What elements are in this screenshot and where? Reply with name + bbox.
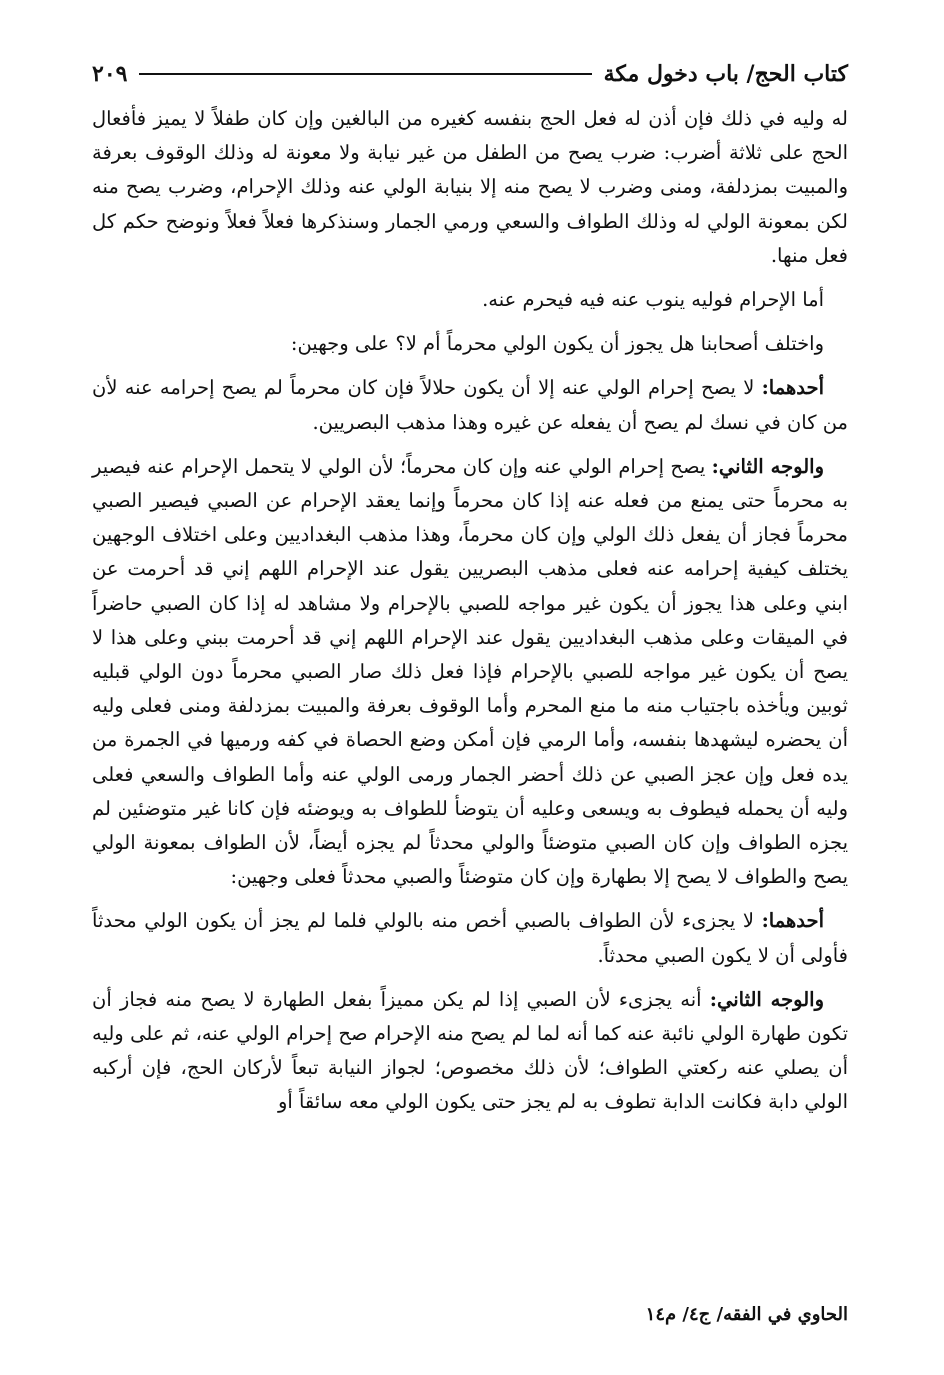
paragraph-text: واختلف أصحابنا هل يجوز أن يكون الولي محرماً أم لا؟ على وجهين: (290, 332, 824, 356)
page-header (92, 52, 848, 96)
header-rule (139, 73, 591, 75)
paragraph-text: أما الإحرام فوليه ينوب عنه فيه فيحرم عنه. (482, 288, 824, 312)
book-page (92, 52, 848, 1342)
paragraph-4 (92, 371, 848, 439)
paragraph-2 (92, 283, 848, 317)
paragraph-text: أنه يجزىء لأن الصبي إذا لم يكن مميزاً بفعل الطهارة لا يصح منه فجاز أن تكون طهارة الولي نائبة عنه كما أنه لما لم يصح منه الإحرام صح إحرام الولي عنه، ثم على وليه أن يصلي عنه ركعتي الطواف؛ لأن ذلك مخصوص؛ لجواز النيابة تبعاً لأركان الحج، فإن أركبه الولي دابة فكانت الدابة تطوف به لم يجز حتى يكون الولي معه سائقاً أو (92, 987, 848, 1114)
paragraph-text: له وليه في ذلك فإن أذن له فعل الحج بنفسه كغيره من البالغين وإن كان طفلاً لا يميز فأفعال الحج على ثلاثة أضرب: ضرب يصح من الطفل من غير نيابة ولا معونة له وذلك الوقوف بعرفة والمبيت بمزدلفة، ومنى وضرب لا يصح منه إلا بنيابة الولي عنه وذلك الإحرام، وضرب يصح منه لكن بمعونة الولي له وذلك الطواف والسعي ورمي الجمار وسنذكرها فعلاً فعلاً ونوضح حكم كل فعل منها. (92, 107, 848, 267)
chapter-title: كتاب الحج/ باب دخول مكة (603, 61, 848, 87)
paragraph-6 (92, 904, 848, 972)
paragraph-5 (92, 450, 848, 895)
paragraph-text: لا يجزىء لأن الطواف بالصبي أخص منه بالولي فلما لم يجز أن يكون الولي محدثاً فأولى أن لا يكون الصبي محدثاً. (92, 909, 848, 967)
paragraph-text: يصح إحرام الولي عنه وإن كان محرماً؛ لأن الولي لا يتحمل الإحرام عنه فيصير به محرماً حتى يمنع من فعله عنه إذا كان محرماً وإنما يعقد الإحرام عن الصبي فيصير الصبي محرماً فجاز أن يفعل ذلك الولي وإن كان محرماً، وهذا مذهب البغداديين وعلى اختلاف الوجهين يختلف كيفية إحرامه عنه فعلى مذهب البصريين يقول عند الإحرام اللهم إني قد أحرمت عن ابني وعلى هذا يجوز أن يكون غير مواجه للصبي بالإحرام ولا مشاهد له إذا كان الصبي حاضراً في الميقات وعلى مذهب البغداديين يقول عند الإحرام اللهم إني قد أحرمت ببني وعلى هذا لا يصح أن يكون غير مواجه للصبي بالإحرام فإذا فعل ذلك صار الصبي محرماً دون الولي قبليه ثوبين ويأخذه باجتياب منه ما منع المحرم وأما الوقوف بعرفة والمبيت بمزدلفة ومنى فعلى وليه أن يحضره ليشهدها بنفسه، وأما الرمي فإن أمكن وضع الحصاة في كفه ورميها في الجمرة من يده فعل وإن عجز الصبي عن ذلك أحضر الجمار ورمى الولي عنه وأما الطواف والسعي فعلى وليه أن يحمله فيطوف به ويسعى وعليه أن يتوضأ للطواف به ويوضئه فإن كانا غير متوضئين لم يجزه الطواف وإن كان الصبي متوضئاً والولي محدثاً لم يجزه أيضاً، لأن الطواف بمعونة الولي يصح والطواف لا يصح إلا بطهارة وإن كان متوضئاً والصبي محدثاً فعلى وجهين: (92, 454, 848, 889)
paragraph-lead: أحدهما: (761, 909, 824, 933)
paragraph-7 (92, 983, 848, 1120)
paragraph-lead: والوجه الثاني: (709, 987, 824, 1011)
paragraph-text: لا يصح إحرام الولي عنه إلا أن يكون حلالاً فإن كان محرماً لم يصح إحرامه عنه لأن من كان في نسك لم يصح أن يفعله عن غيره وهذا مذهب البصريين. (92, 376, 848, 434)
paragraph-3 (92, 327, 848, 361)
paragraph-1 (92, 102, 848, 273)
page-number: ٢٠٩ (92, 61, 128, 87)
page-body (92, 102, 848, 1120)
page-footer-signature: الحاوي في الفقه/ ج٤/ م١٤ (645, 1304, 848, 1325)
paragraph-lead: أحدهما: (761, 376, 824, 400)
paragraph-lead: والوجه الثاني: (711, 454, 824, 478)
